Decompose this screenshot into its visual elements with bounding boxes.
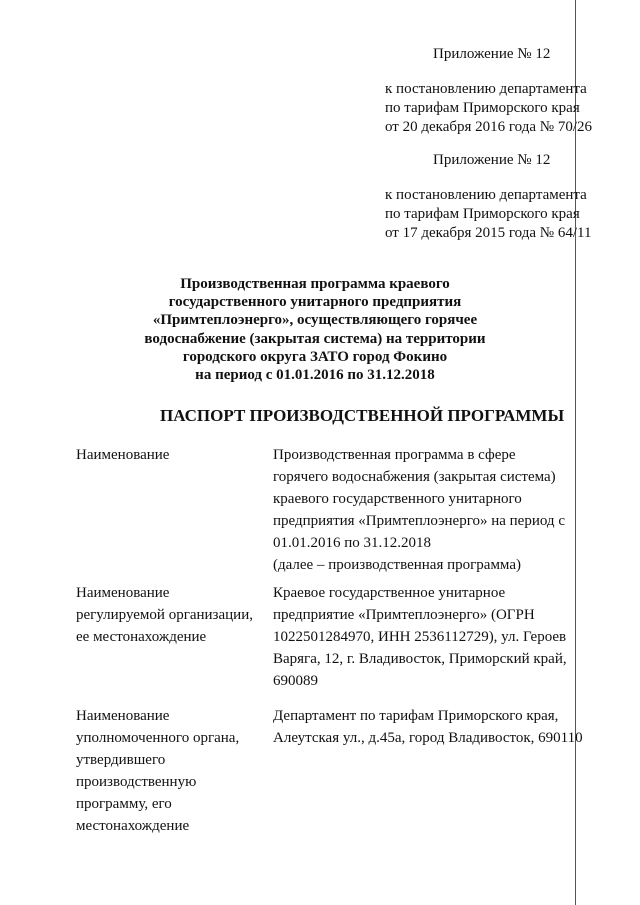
- label-line: Наименование: [76, 708, 170, 724]
- label-line: регулируемой организации,: [76, 607, 253, 623]
- passport-title: ПАСПОРТ ПРОИЗВОДСТВЕННОЙ ПРОГРАММЫ: [160, 406, 565, 425]
- appendix-ref-line: от 17 декабря 2015 года № 64/11: [385, 225, 592, 241]
- appendix-title-2: Приложение № 12: [433, 152, 551, 168]
- label-line: утвердившего: [76, 752, 166, 768]
- heading-line: государственного унитарного предприятия: [168, 294, 462, 311]
- value-line: Варяга, 12, г. Владивосток, Приморский край,: [273, 651, 567, 667]
- value-line: Производственная программа в сфере: [273, 447, 516, 463]
- value-line: (далее – производственная программа): [273, 557, 521, 573]
- label-line: производственную: [76, 774, 197, 790]
- label-line: Наименование: [76, 585, 170, 601]
- row-value: [273, 705, 583, 749]
- value-line: горячего водоснабжения (закрытая система): [273, 469, 556, 485]
- value-line: Краевое государственное унитарное: [273, 585, 506, 601]
- value-line: 01.01.2016 по 31.12.2018: [273, 535, 432, 551]
- appendix-ref-1: [385, 80, 592, 137]
- label-line: местонахождение: [76, 818, 190, 834]
- appendix-ref-line: к постановлению департамента: [385, 81, 587, 97]
- value-line: 690089: [273, 673, 318, 689]
- heading-line: Производственная программа краевого: [180, 276, 450, 292]
- heading-line: водоснабжение (закрытая система) на территории: [144, 330, 486, 347]
- heading-line: на период с 01.01.2016 по 31.12.2018: [195, 367, 435, 384]
- value-line: Алеутская ул., д.45а, город Владивосток, 690110: [273, 730, 583, 746]
- label-line: ее местонахождение: [76, 629, 207, 645]
- value-line: 1022501284970, ИНН 2536112729), ул. Героев: [273, 629, 567, 645]
- row-value: [273, 582, 583, 692]
- appendix-ref-line: по тарифам Приморского края: [385, 206, 580, 222]
- heading-line: городского округа ЗАТО город Фокино: [182, 348, 448, 365]
- appendix-ref-line: к постановлению департамента: [385, 187, 587, 203]
- value-line: предприятие «Примтеплоэнерго» (ОГРН: [273, 607, 535, 623]
- value-line: предприятия «Примтеплоэнерго» на период с: [273, 513, 565, 529]
- row-label: [76, 705, 261, 837]
- appendix-ref-line: по тарифам Приморского края: [385, 100, 580, 116]
- document-heading: [120, 275, 510, 384]
- appendix-ref-2: [385, 186, 591, 243]
- appendix-ref-line: от 20 декабря 2016 года № 70/26: [385, 119, 593, 135]
- label-line: программу, его: [76, 796, 172, 812]
- row-value: [273, 444, 583, 576]
- label-line: Наименование: [76, 447, 170, 463]
- value-line: краевого государственного унитарного: [273, 491, 522, 507]
- appendix-title-1: Приложение № 12: [433, 46, 551, 62]
- label-line: уполномоченного органа,: [76, 730, 240, 746]
- value-line: Департамент по тарифам Приморского края,: [273, 708, 559, 724]
- heading-line: «Примтеплоэнерго», осуществляющего горячее: [152, 312, 478, 329]
- row-label: [76, 444, 261, 466]
- row-label: [76, 582, 261, 648]
